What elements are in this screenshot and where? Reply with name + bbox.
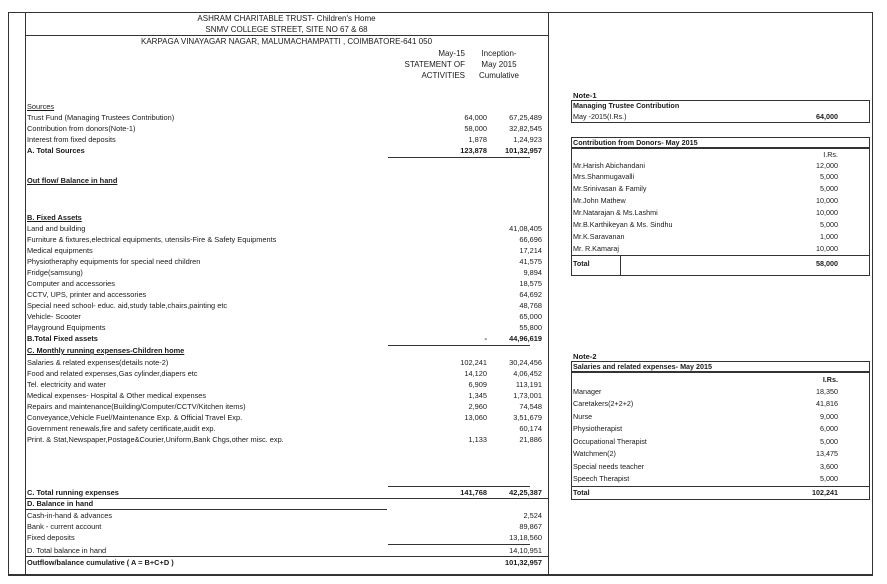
salaries-total-row [573,488,868,498]
row-label: Government renewals,fire and safety certificate,audit exp. [27,424,216,433]
inner-left-border [25,12,26,576]
table-row [27,532,546,543]
row-label: Outflow/balance cumulative ( A = B+C+D ) [27,558,174,567]
row-may15: 58,000 [464,124,487,133]
total-value: 58,000 [816,259,838,268]
table-row [27,278,546,289]
table-row [27,510,546,521]
table-row [27,311,546,322]
row-cumulative: 60,174 [519,424,542,433]
row-label: Special need school- educ. aid,study table,chairs,painting etc [27,301,228,310]
row-cumulative: 74,548 [519,402,542,411]
row-label: Tel. electricity and water [27,380,106,389]
mt-label: May -2015(I.Rs.) [573,112,627,121]
row-cumulative: 14,10,951 [509,546,542,555]
col1-line2: STATEMENT OF [404,60,465,69]
address-line-1: SNMV COLLEGE STREET, SITE NO 67 & 68 [205,25,368,34]
grand-total-row [27,557,546,568]
col2-line2: May 2015 [481,60,517,69]
row-may15: 13,060 [464,413,487,422]
row-cumulative: 21,886 [519,435,542,444]
list-item [573,462,868,472]
staff-role: Watchmen(2) [573,449,616,458]
staff-role: Speech Therapist [573,474,630,483]
donor-name: Mr.K.Saravanan [573,232,625,241]
donor-name: Mr.B.Karthikeyan & Ms. Sindhu [573,220,673,229]
list-item [573,208,868,218]
row-label: Medical expenses- Hospital & Other medical expenses [27,391,207,400]
running-expenses-title-row [27,345,546,356]
staff-amount: 41,816 [816,399,838,408]
table-row [27,300,546,311]
row-may15: 141,768 [460,488,487,497]
row-may15: 2,960 [468,402,487,411]
row-cumulative: 32,82,545 [509,124,542,133]
staff-role: Special needs teacher [573,462,645,471]
table-row [27,390,546,401]
row-cumulative: 67,25,489 [509,113,542,122]
table-row [27,134,546,145]
row-cumulative: 64,692 [519,290,542,299]
table-row [27,423,546,434]
total-label: Total [573,259,590,268]
row-cumulative: 2,524 [523,511,542,520]
note2-title: Note-2 [573,352,597,361]
row-label: Fridge(samsung) [27,268,83,277]
table-row [27,357,546,368]
donor-name: Mr.John Mathew [573,196,626,205]
list-item [573,220,868,230]
row-cumulative: 48,768 [519,301,542,310]
staff-role: Occupational Therapist [573,437,647,446]
table-row [27,223,546,234]
row-cumulative: 55,800 [519,323,542,332]
row-cumulative: 101,32,957 [505,146,542,155]
total-value: 102,241 [812,488,838,497]
donor-amount: 1,000 [820,232,838,241]
row-may15: 1,133 [468,435,487,444]
row-label: Playground Equipments [27,323,106,332]
row-label: Land and building [27,224,86,233]
row-may15: 102,241 [460,358,487,367]
donors-title-row [573,138,868,148]
row-cumulative: 9,894 [523,268,542,277]
sources-title-row [27,101,546,112]
row-cumulative: 65,000 [519,312,542,321]
col2-line3: Cumulative [478,71,519,80]
donor-amount: 10,000 [816,196,838,205]
row-cumulative: 17,214 [519,246,542,255]
row-divider [571,255,870,256]
table-row [27,256,546,267]
row-label: C. Total running expenses [27,488,119,497]
donor-amount: 10,000 [816,208,838,217]
note2-box-title-row [573,362,868,372]
row-label: Repairs and maintenance(Building/Computer/CCTV/Kitchen items) [27,402,246,411]
row-cumulative: 89,867 [519,522,542,531]
row-label: Conveyance,Vehicle Fuel/Maintenance Exp. & Official Travel Exp. [27,413,243,422]
mt-value: 64,000 [816,112,838,121]
row-label: Vehicle- Scooter [27,312,81,321]
total-fixed-assets-row [27,333,546,344]
row-may15: 1,345 [468,391,487,400]
list-item [573,399,868,409]
note1-mt-row [573,112,868,122]
donor-amount: 5,000 [820,220,838,229]
table-row [27,412,546,423]
donor-amount: 5,000 [820,172,838,181]
donor-name: Mrs.Shanmugavalli [573,172,635,181]
col-header-may15 [380,48,465,81]
table-row [27,123,546,134]
row-cumulative: 1,73,001 [513,391,542,400]
total-sources-row [27,145,546,156]
staff-role: Manager [573,387,602,396]
list-item [573,387,868,397]
donors-total-row [573,259,868,269]
outflow-title: Out flow/ Balance in hand [27,176,118,185]
balance-title-row [27,498,546,509]
total-underline [388,157,530,158]
table-row [27,289,546,300]
row-may15: 64,000 [464,113,487,122]
list-item [573,196,868,206]
row-may15: 123,878 [460,146,487,155]
salaries-title: Salaries and related expenses- May 2015 [573,362,713,371]
donor-name: Mr. R.Kamaraj [573,244,619,253]
row-label: Food and related expenses,Gas cylinder,diapers etc [27,369,198,378]
row-divider [571,486,870,487]
total-running-expenses-row [27,487,546,498]
table-row [27,245,546,256]
table-row [27,234,546,245]
donor-name: Mr.Harish Abichandani [573,161,645,170]
row-cumulative: 41,08,405 [509,224,542,233]
staff-role: Nurse [573,412,593,421]
donor-amount: 12,000 [816,161,838,170]
table-row [27,267,546,278]
table-row [27,521,546,532]
header-divider [25,35,548,36]
unit-label: I.Rs. [822,375,838,384]
donors-title: Contribution from Donors- May 2015 [573,138,698,147]
list-item [573,172,868,182]
list-item [573,161,868,171]
staff-amount: 13,475 [816,449,838,458]
row-may15: 6,909 [468,380,487,389]
row-cumulative: 101,32,957 [505,558,542,567]
list-item [573,474,868,484]
salaries-unit-row [573,375,868,385]
donor-name: Mr.Srinivasan & Family [573,184,647,193]
row-cumulative: 42,25,387 [509,488,542,497]
row-cumulative: 18,575 [519,279,542,288]
donor-amount: 10,000 [816,244,838,253]
donors-unit-row [573,150,868,160]
list-item [573,184,868,194]
list-item [573,437,868,447]
table-row [27,434,546,445]
total-balance-row [27,545,546,556]
list-item [573,232,868,242]
staff-amount: 3,600 [820,462,838,471]
staff-amount: 6,000 [820,424,838,433]
row-label: Bank - current account [27,522,102,531]
row-cumulative: 41,575 [519,257,542,266]
row-label: Cash-in-hand & advances [27,511,113,520]
sources-title: Sources [27,102,55,111]
running-expenses-title: C. Monthly running expenses-Children home [27,346,185,355]
row-label: Contribution from donors(Note-1) [27,124,136,133]
mt-title: Managing Trustee Contribution [573,101,680,110]
staff-amount: 5,000 [820,474,838,483]
org-title: ASHRAM CHARITABLE TRUST- Children's Home [197,14,376,23]
notes-divider [548,12,549,576]
staff-role: Caretakers(2+2+2) [573,399,634,408]
row-label: Fixed deposits [27,533,75,542]
row-cumulative: 1,24,923 [513,135,542,144]
row-label: Computer and accessories [27,279,115,288]
row-cumulative: 113,191 [515,380,542,389]
col-header-cumulative [470,48,528,81]
fixed-assets-title-row [27,212,546,223]
row-cumulative: 44,96,619 [509,334,542,343]
note1-mt-title-row [573,101,868,111]
row-label: Print. & Stat,Newspaper,Postage&Courier,Uniform,Bank Chgs,other misc. exp. [27,435,284,444]
list-item [573,424,868,434]
row-label: Physiotheraphy equipments for special need children [27,257,201,266]
list-item [573,412,868,422]
row-may15: 1,878 [468,135,487,144]
unit-label: I.Rs. [823,150,838,159]
table-row [27,401,546,412]
row-label: Medical equipments [27,246,93,255]
row-label: CCTV, UPS, printer and accessories [27,290,147,299]
note1-title: Note-1 [573,91,597,100]
row-cumulative: 4,06,452 [513,369,542,378]
table-row [27,322,546,333]
row-label: Interest from fixed deposits [27,135,116,144]
row-label: B.Total Fixed assets [27,334,98,343]
staff-amount: 9,000 [820,412,838,421]
donor-amount: 5,000 [820,184,838,193]
list-item [573,449,868,459]
col2-line1: Inception- [481,49,517,58]
table-row [27,112,546,123]
fixed-assets-title: B. Fixed Assets [27,213,82,222]
row-label: A. Total Sources [27,146,85,155]
staff-role: Physiotherapist [573,424,623,433]
address-line-2: KARPAGA VINAYAGAR NAGAR, MALUMACHAMPATTI , COIMBATORE-641 050 [140,37,433,46]
staff-amount: 18,350 [816,387,838,396]
row-label: Trust Fund (Managing Trustees Contribution) [27,113,175,122]
table-row [27,379,546,390]
table-row [27,368,546,379]
balance-title: D. Balance in hand [27,499,94,508]
col1-line3: ACTIVITIES [421,71,465,80]
col1-line1: May-15 [438,49,465,58]
row-label: Salaries & related expenses(details note-2) [27,358,169,367]
donor-name: Mr.Natarajan & Ms.Lashmi [573,208,658,217]
row-cumulative: 30,24,456 [509,358,542,367]
staff-amount: 5,000 [820,437,838,446]
row-cumulative: 13,18,560 [509,533,542,542]
row-cumulative: 3,51,679 [513,413,542,422]
row-may15: - [484,334,487,343]
row-label: Furniture & fixtures,electrical equipments, utensils-Fire & Safety Equipments [27,235,277,244]
outflow-title-row [27,175,546,186]
row-cumulative: 66,696 [519,235,542,244]
total-label: Total [573,488,590,497]
row-label: D. Total balance in hand [27,546,107,555]
list-item [573,244,868,254]
row-may15: 14,120 [464,369,487,378]
